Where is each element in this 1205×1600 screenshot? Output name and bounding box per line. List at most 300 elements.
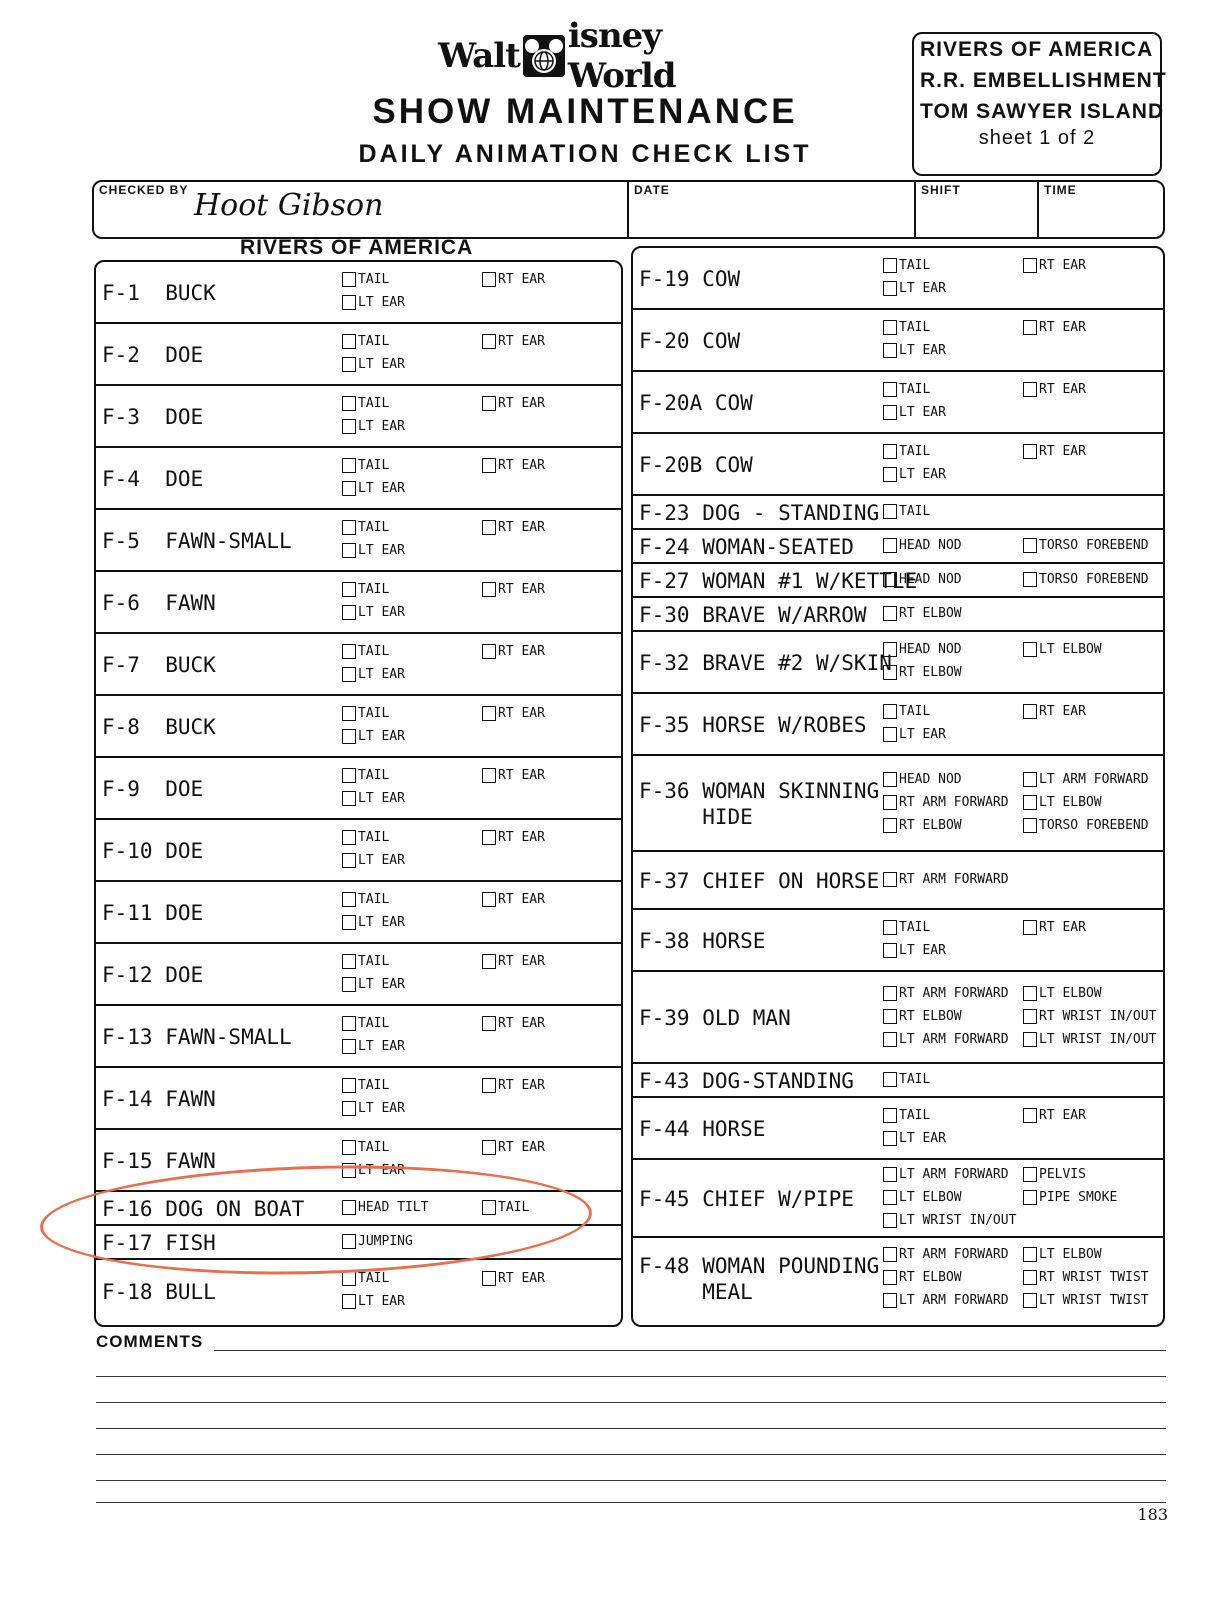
check-label: RT EAR [498,706,545,721]
check-item[interactable] [883,467,946,482]
sheet-number: sheet 1 of 2 [978,127,1096,149]
checkbox[interactable] [482,644,496,659]
checkbox[interactable] [1023,986,1037,1001]
checkbox[interactable] [883,986,897,1001]
table-row [96,696,621,758]
check-item[interactable] [342,915,405,930]
check-item[interactable] [482,644,545,659]
checkbox[interactable] [342,272,356,287]
check-item[interactable] [1023,642,1102,657]
check-label: HEAD TILT [358,1199,429,1215]
check-label: TAIL [899,258,931,273]
comment-line[interactable] [96,1428,1166,1429]
comment-line[interactable] [214,1350,1166,1351]
checkbox[interactable] [1023,258,1037,273]
checkbox[interactable] [342,396,356,411]
check-item[interactable] [482,334,545,349]
checkbox[interactable] [342,954,356,969]
check-item[interactable] [342,481,405,496]
check-item[interactable] [342,892,389,907]
check-label: LT ARM FORWARD [1039,771,1149,787]
figure-name: F-9 DOE [102,777,204,801]
check-label: RT ELBOW [899,605,962,621]
checkbox[interactable] [883,1072,897,1087]
figure-name: F-10 DOE [102,839,204,863]
checkbox[interactable] [883,727,897,742]
table-row [96,758,621,820]
comment-line[interactable] [96,1480,1166,1481]
check-item[interactable] [342,295,405,310]
checkbox[interactable] [1023,1270,1037,1285]
figure-name: F-48 WOMAN POUNDING MEAL [639,1254,880,1304]
check-item[interactable] [883,1270,962,1285]
check-item[interactable] [1023,1009,1156,1024]
checkbox[interactable] [342,1016,356,1031]
check-item[interactable] [1023,772,1149,787]
checkbox[interactable] [342,481,356,496]
figure-name: F-15 FAWN [102,1149,216,1173]
checkbox[interactable] [883,281,897,296]
checkbox[interactable] [883,405,897,420]
checkbox[interactable] [883,872,897,887]
check-item[interactable] [883,258,930,273]
mickey-globe-icon [522,34,566,78]
figure-name: F-45 CHIEF W/PIPE [639,1187,854,1211]
checkbox[interactable] [342,791,356,806]
check-item[interactable] [1023,795,1102,810]
check-item[interactable] [342,1016,389,1031]
check-label: LT ARM FORWARD [899,1166,1009,1182]
checkbox[interactable] [883,1009,897,1024]
sheet-line-3: TOM SAWYER ISLAND [920,100,1165,123]
table-row [96,262,621,324]
time-field[interactable] [1039,182,1163,237]
checkbox[interactable] [1023,1009,1037,1024]
check-item[interactable] [883,665,962,680]
checkbox[interactable] [883,1131,897,1146]
checkbox[interactable] [482,582,496,597]
checkbox[interactable] [883,818,897,833]
checkbox[interactable] [1023,920,1037,935]
check-label: LT EAR [899,343,946,358]
check-item[interactable] [342,419,405,434]
checkbox[interactable] [883,920,897,935]
checkbox[interactable] [342,729,356,744]
checkbox[interactable] [342,458,356,473]
check-label: TAIL [899,704,931,719]
check-item[interactable] [883,1009,962,1024]
check-item[interactable] [1023,382,1086,397]
table-row [96,634,621,696]
check-item[interactable] [1023,258,1086,273]
check-item[interactable] [342,543,405,558]
checkbox[interactable] [883,1167,897,1182]
figure-name: F-19 COW [639,267,741,291]
check-label: LT EAR [358,1163,405,1178]
checked-by-field[interactable] [94,182,629,237]
check-label: TAIL [358,1078,390,1093]
checkbox[interactable] [342,977,356,992]
check-item[interactable] [482,1140,545,1155]
figure-name: F-17 FISH [102,1231,216,1255]
check-item[interactable] [883,920,930,935]
check-label: RT EAR [498,954,545,969]
check-item[interactable] [1023,320,1086,335]
check-item[interactable] [342,791,405,806]
check-item[interactable] [883,444,930,459]
check-label: TAIL [899,920,931,935]
checkbox[interactable] [342,582,356,597]
check-item[interactable] [883,642,962,657]
checkbox[interactable] [883,504,897,519]
check-label: TAIL [899,320,931,335]
page-subtitle: DAILY ANIMATION CHECK LIST [358,140,812,168]
checkbox[interactable] [883,642,897,657]
table-row [633,1238,1163,1318]
table-row [96,386,621,448]
checkbox[interactable] [482,768,496,783]
check-item[interactable] [1023,920,1086,935]
figure-name: F-16 DOG ON BOAT [102,1197,305,1221]
check-item[interactable] [883,1167,1009,1182]
check-item[interactable] [342,1078,389,1093]
table-row [633,598,1163,632]
checkbox[interactable] [883,1108,897,1123]
check-label: HEAD NOD [899,771,962,787]
check-label: RT EAR [498,644,545,659]
checkbox[interactable] [883,258,897,273]
check-label: RT EAR [1039,258,1086,273]
checkbox[interactable] [1023,538,1037,553]
checkbox[interactable] [342,1101,356,1116]
checkbox[interactable] [342,605,356,620]
checkbox[interactable] [482,458,496,473]
check-label: JUMPING [358,1233,413,1249]
check-item[interactable] [482,1271,545,1286]
check-item[interactable] [482,1078,545,1093]
check-item[interactable] [342,954,389,969]
checkbox[interactable] [1023,1108,1037,1123]
checkbox[interactable] [883,795,897,810]
checkbox[interactable] [342,644,356,659]
check-item[interactable] [1023,444,1086,459]
check-label: TAIL [358,396,390,411]
check-label: HEAD NOD [899,537,962,553]
checkbox[interactable] [342,1294,356,1309]
check-label: PELVIS [1039,1166,1086,1182]
check-item[interactable] [883,943,946,958]
check-item[interactable] [482,520,545,535]
checkbox[interactable] [342,1078,356,1093]
check-item[interactable] [1023,538,1149,553]
check-label: LT EAR [358,1101,405,1116]
check-item[interactable] [482,582,545,597]
check-label: TAIL [899,382,931,397]
check-label: TAIL [358,830,390,845]
check-item[interactable] [883,1190,962,1205]
check-label: RT EAR [498,334,545,349]
checkbox[interactable] [1023,1032,1037,1047]
checkbox[interactable] [1023,444,1037,459]
logo-text-disney-world: isney World [567,16,676,96]
checkbox[interactable] [342,357,356,372]
check-item[interactable] [883,818,962,833]
figure-name: F-5 FAWN-SMALL [102,529,292,553]
check-item[interactable] [883,704,930,719]
checkbox[interactable] [342,915,356,930]
checkbox[interactable] [482,520,496,535]
table-row [96,510,621,572]
checkbox[interactable] [883,943,897,958]
check-item[interactable] [342,706,389,721]
checkbox[interactable] [482,272,496,287]
shift-field[interactable] [916,182,1039,237]
checkbox[interactable] [482,1016,496,1031]
checkbox[interactable] [883,665,897,680]
checkbox[interactable] [342,892,356,907]
date-field[interactable] [629,182,916,237]
check-label: LT ELBOW [1039,642,1102,657]
figure-name: F-38 HORSE [639,929,766,953]
check-item[interactable] [883,986,1009,1001]
checkbox[interactable] [482,954,496,969]
check-item[interactable] [342,272,389,287]
check-item[interactable] [883,382,930,397]
check-item[interactable] [883,872,1009,887]
check-item[interactable] [342,458,389,473]
checkbox[interactable] [482,334,496,349]
check-item[interactable] [1023,704,1086,719]
check-label: LT EAR [899,405,946,420]
checkbox[interactable] [1023,1190,1037,1205]
checkbox[interactable] [883,1032,897,1047]
checkbox[interactable] [883,606,897,621]
check-label: LT ELBOW [899,1189,962,1205]
check-label: RT EAR [498,1270,545,1286]
check-item[interactable] [1023,1247,1102,1262]
check-label: RT ELBOW [899,1008,962,1024]
check-item[interactable] [342,729,405,744]
check-item[interactable] [342,977,405,992]
check-item[interactable] [482,892,545,907]
checkbox[interactable] [342,520,356,535]
checkbox[interactable] [883,1247,897,1262]
check-item[interactable] [1023,1190,1117,1205]
checkbox[interactable] [1023,572,1037,587]
comment-line[interactable] [96,1376,1166,1377]
check-label: RT EAR [1039,1108,1086,1123]
check-item[interactable] [342,1101,405,1116]
check-label: LT EAR [358,915,405,930]
figure-name: F-39 OLD MAN [639,1006,791,1030]
check-item[interactable] [482,458,545,473]
checkbox[interactable] [1023,1247,1037,1262]
comment-line[interactable] [96,1502,1166,1503]
check-item[interactable] [1023,1167,1086,1182]
check-item[interactable] [883,1213,1016,1228]
table-row [633,1064,1163,1098]
check-item[interactable] [342,768,389,783]
checkbox[interactable] [342,543,356,558]
figure-name: F-18 BULL [102,1279,216,1304]
check-item[interactable] [883,320,930,335]
check-item[interactable] [1023,986,1102,1001]
checkbox[interactable] [1023,818,1037,833]
figure-name: F-2 DOE [102,343,204,367]
checkbox[interactable] [883,1270,897,1285]
comments-label: COMMENTS [96,1332,204,1351]
table-row [633,564,1163,598]
checked-by-label: CHECKED BY [99,183,189,197]
check-item[interactable] [883,1131,946,1146]
page-number: 183 [1137,1505,1168,1524]
checkbox[interactable] [342,853,356,868]
check-item[interactable] [883,281,946,296]
checkbox[interactable] [883,538,897,553]
checkbox[interactable] [883,1190,897,1205]
checkbox[interactable] [342,1039,356,1054]
check-label: TAIL [498,1199,530,1215]
check-label: TAIL [358,706,390,721]
checkbox[interactable] [482,1140,496,1155]
comment-line[interactable] [96,1402,1166,1403]
check-item[interactable] [1023,1293,1149,1308]
check-label: TAIL [899,1071,931,1087]
checkbox[interactable] [342,334,356,349]
check-item[interactable] [342,582,389,597]
table-row [633,372,1163,434]
check-item[interactable] [883,405,946,420]
check-label: LT ARM FORWARD [899,1031,1009,1047]
check-item[interactable] [1023,1032,1156,1047]
checkbox[interactable] [482,706,496,721]
check-item[interactable] [482,706,545,721]
check-item[interactable] [883,772,962,787]
check-label: TAIL [358,644,390,659]
checkbox[interactable] [883,572,897,587]
comment-line[interactable] [96,1454,1166,1455]
checkbox[interactable] [1023,382,1037,397]
check-item[interactable] [342,644,389,659]
table-row [96,1006,621,1068]
check-label: LT EAR [358,853,405,868]
checkbox[interactable] [883,343,897,358]
check-item[interactable] [883,1293,1009,1308]
check-item[interactable] [342,357,405,372]
check-item[interactable] [883,795,1009,810]
check-item[interactable] [342,1039,405,1054]
checkbox[interactable] [342,295,356,310]
check-item[interactable] [883,572,962,587]
checkbox[interactable] [342,667,356,682]
checkbox[interactable] [1023,772,1037,787]
checkbox[interactable] [883,444,897,459]
checkbox[interactable] [482,1271,496,1286]
checkbox[interactable] [342,419,356,434]
check-item[interactable] [482,272,545,287]
checkbox[interactable] [1023,1293,1037,1308]
check-item[interactable] [342,520,389,535]
check-item[interactable] [342,667,405,682]
check-item[interactable] [342,1294,405,1309]
check-item[interactable] [883,538,962,553]
check-item[interactable] [482,954,545,969]
check-label: LT EAR [358,1293,405,1309]
check-label: LT EAR [358,295,405,310]
check-label: LT EAR [358,481,405,496]
checkbox[interactable] [482,396,496,411]
check-label: LT EAR [358,357,405,372]
check-label: TAIL [358,520,390,535]
check-label: RT ELBOW [899,817,962,833]
check-item[interactable] [883,1032,1009,1047]
checkbox[interactable] [883,320,897,335]
checkbox[interactable] [883,704,897,719]
check-item[interactable] [1023,1270,1149,1285]
checkbox[interactable] [883,772,897,787]
check-label: RT ELBOW [899,665,962,680]
check-item[interactable] [482,830,545,845]
check-item[interactable] [342,605,405,620]
check-label: LT EAR [358,791,405,806]
check-item[interactable] [883,504,930,519]
checkbox[interactable] [482,830,496,845]
check-item[interactable] [883,727,946,742]
check-item[interactable] [342,853,405,868]
check-item[interactable] [883,1108,930,1123]
check-item[interactable] [482,396,545,411]
checkbox[interactable] [342,768,356,783]
check-item[interactable] [482,1016,545,1031]
check-item[interactable] [342,396,389,411]
check-item[interactable] [883,343,946,358]
check-item[interactable] [883,1247,1009,1262]
check-item[interactable] [1023,572,1149,587]
check-label: RT WRIST IN/OUT [1039,1008,1157,1024]
check-item[interactable] [342,830,389,845]
checkbox[interactable] [1023,704,1037,719]
figure-name: F-27 WOMAN #1 W/KETTLE [639,569,918,593]
checkbox[interactable] [883,467,897,482]
table-row [633,434,1163,496]
check-item[interactable] [342,1140,389,1155]
check-item[interactable] [883,1072,930,1087]
checkbox[interactable] [883,1293,897,1308]
check-item[interactable] [342,334,389,349]
checkbox[interactable] [342,1140,356,1155]
logo-text-walt: Walt [438,36,520,76]
checkbox[interactable] [1023,1167,1037,1182]
table-row [633,1160,1163,1238]
check-label: LT EAR [899,1131,946,1146]
checkbox[interactable] [883,1213,897,1228]
check-item[interactable] [883,606,962,621]
table-row [633,248,1163,310]
check-item[interactable] [1023,1108,1086,1123]
checkbox[interactable] [482,1078,496,1093]
check-label: RT EAR [1039,704,1086,719]
checkbox[interactable] [482,892,496,907]
checkbox[interactable] [342,830,356,845]
checkbox[interactable] [1023,795,1037,810]
check-item[interactable] [1023,818,1149,833]
check-item[interactable] [482,768,545,783]
checkbox[interactable] [883,382,897,397]
checkbox[interactable] [1023,642,1037,657]
checkbox[interactable] [342,706,356,721]
checkbox[interactable] [1023,320,1037,335]
check-label: TORSO FOREBEND [1039,571,1149,587]
